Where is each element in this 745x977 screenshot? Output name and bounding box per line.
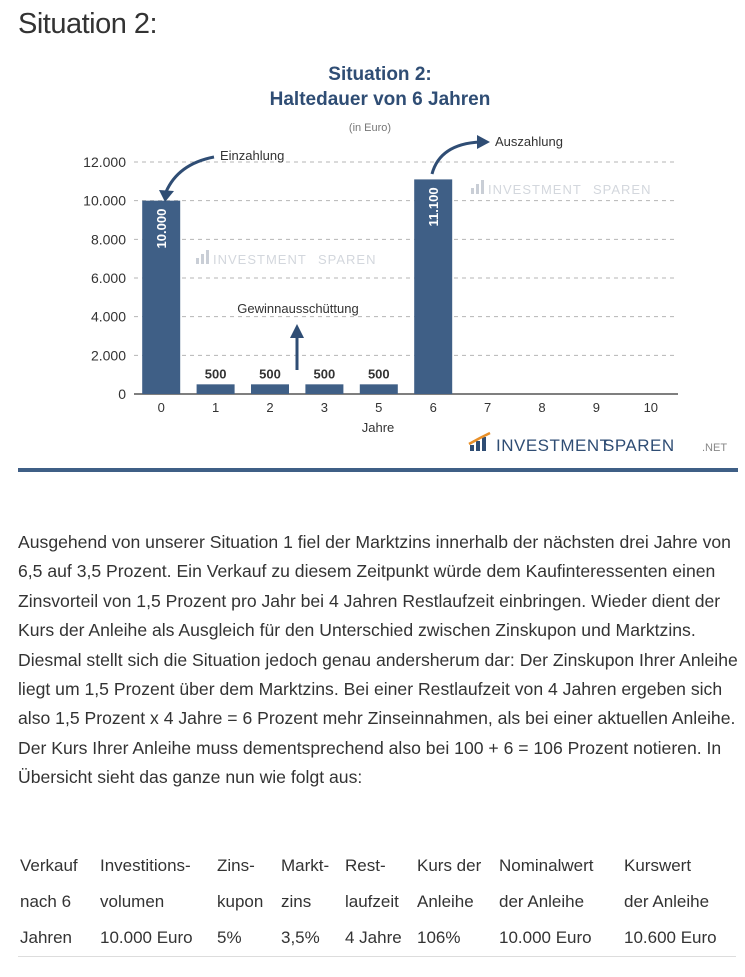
y-tick-label: 12.000 (83, 154, 126, 170)
x-tick-label: 10 (643, 400, 659, 415)
col-header-zinskupon: Zins- kupon (217, 856, 264, 911)
bar-value-label: 11.100 (426, 187, 442, 227)
col-header-verkauf: Verkauf nach 6 Jahren (20, 856, 78, 947)
watermark-center-sparen: SPAREN (318, 252, 377, 267)
x-tick-layer (158, 400, 658, 415)
x-tick-label: 8 (538, 400, 546, 415)
x-tick-label: 9 (592, 400, 601, 415)
gewinn-annotation (237, 301, 358, 370)
x-tick-label: 7 (483, 400, 492, 415)
brand-logo-bar-2 (476, 441, 480, 451)
x-tick-label: 6 (429, 400, 437, 415)
brand-logo (469, 433, 727, 455)
bar-value-label: 500 (204, 366, 227, 382)
bar-value-label: 500 (313, 366, 336, 382)
table-cell-kurs: 106% (415, 920, 497, 957)
bar-value-label: 500 (259, 366, 281, 382)
y-tick-label: 2.000 (90, 347, 126, 364)
x-tick-label: 1 (211, 400, 220, 415)
overview-table-body (18, 920, 736, 957)
col-header-restlaufzeit: Rest- laufzeit (345, 856, 399, 911)
y-tick-label: 0 (118, 386, 126, 402)
bar-chart (18, 52, 738, 472)
table-row (18, 920, 736, 957)
y-tick-label: 4.000 (90, 308, 126, 325)
page-heading: Situation 2: (18, 8, 158, 40)
table-cell-verkauf (18, 920, 98, 957)
body-paragraph: Ausgehend von unserer Situation 1 fiel der Marktzins innerhalb der nächsten drei Jahre von 6,5 auf 3,5 Prozent. Ein Verkauf zu diesem Zeitpunkt würde dem Kaufinteressenten einen Zinsvorteil von 1,5 Prozent pro Jahr bei 4 Jahren Restlaufzeit einbringen. Wieder dient der Kurs der Anleihe als Ausgleich für den Unterschied zwischen Zinskupon und Marktzins. Diesmal stellt sich die Situation jedoch genau andersherum dar: Der Zinskupon Ihrer Anleihe liegt um 1,5 Prozent über dem Marktzins. Bei einer Restlaufzeit von 4 Jahren ergeben sich also 1,5 Prozent x 4 Jahre = 6 Prozent mehr Zinseinnahmen, als bei einer aktuellen Anleihe. Der Kurs Ihrer Anleihe muss dementsprechend also bei 100 + 6 = 106 Prozent notieren. In Übersicht sieht das ganze nun wie folgt aus: (18, 532, 738, 788)
gewinn-label: Gewinnausschüttung (237, 301, 359, 316)
x-tick-label: 0 (157, 400, 165, 415)
chart-title: Situation 2: (328, 64, 432, 85)
bar (251, 384, 289, 394)
bar (360, 384, 398, 394)
auszahlung-arrowhead (477, 135, 490, 149)
brand-tld: .NET (702, 442, 728, 454)
auszahlung-annotation (432, 134, 563, 174)
watermark-right-text: INVESTMENT (488, 182, 582, 197)
table-cell-volumen: 10.000 Euro (98, 920, 215, 957)
watermark-center-text: INVESTMENT (213, 252, 307, 267)
chart-svg (18, 52, 738, 472)
x-axis-label: Jahre (361, 420, 395, 435)
bar-value-label: 500 (367, 366, 390, 382)
chart-unit-note: (in Euro) (348, 122, 392, 134)
col-header-kurswert: Kurswert der Anleihe (624, 856, 710, 911)
gewinn-arrowhead (290, 324, 304, 338)
bar (305, 384, 343, 394)
table-cell-zinskupon: 5% (215, 920, 279, 957)
bar (197, 384, 235, 394)
brand-logo-bar-1 (470, 445, 474, 451)
y-tick-label: 6.000 (90, 270, 126, 286)
auszahlung-arrow (432, 142, 480, 174)
table-cell-marktzins: 3,5% (279, 920, 343, 957)
x-tick-label: 3 (320, 400, 329, 415)
table-cell-restlaufzeit: 4 Jahre (343, 920, 415, 957)
brand-investment: INVESTMENT (496, 436, 611, 455)
brand-sparen: SPAREN (603, 436, 675, 455)
table-cell-kurswert: 10.600 Euro (622, 920, 736, 957)
watermark-center (196, 250, 377, 267)
section-divider (18, 468, 738, 472)
brand-logo-bar-3 (482, 437, 486, 451)
bar-value-label: 10.000 (154, 208, 170, 249)
col-header-kurs: Kurs der Anleihe (417, 856, 482, 911)
einzahlung-annotation (159, 148, 284, 202)
chart-subtitle: Haltedauer von 6 Jahren (269, 89, 491, 110)
watermark-right (471, 180, 652, 197)
col-header-volumen: Investitions- volumen (100, 856, 191, 911)
auszahlung-label: Auszahlung (495, 134, 563, 149)
y-tick-label: 8.000 (90, 231, 126, 248)
einzahlung-label: Einzahlung (220, 148, 285, 163)
watermark-right-sparen: SPAREN (593, 182, 652, 197)
x-tick-label: 5 (375, 400, 383, 415)
col-header-nominalwert: Nominalwert der Anleihe (499, 856, 594, 911)
col-header-marktzins: Markt- zins (281, 856, 330, 911)
y-tick-label: 10.000 (83, 192, 126, 209)
table-cell-nominalwert: 10.000 Euro (497, 920, 622, 957)
x-tick-label: 2 (266, 400, 274, 415)
